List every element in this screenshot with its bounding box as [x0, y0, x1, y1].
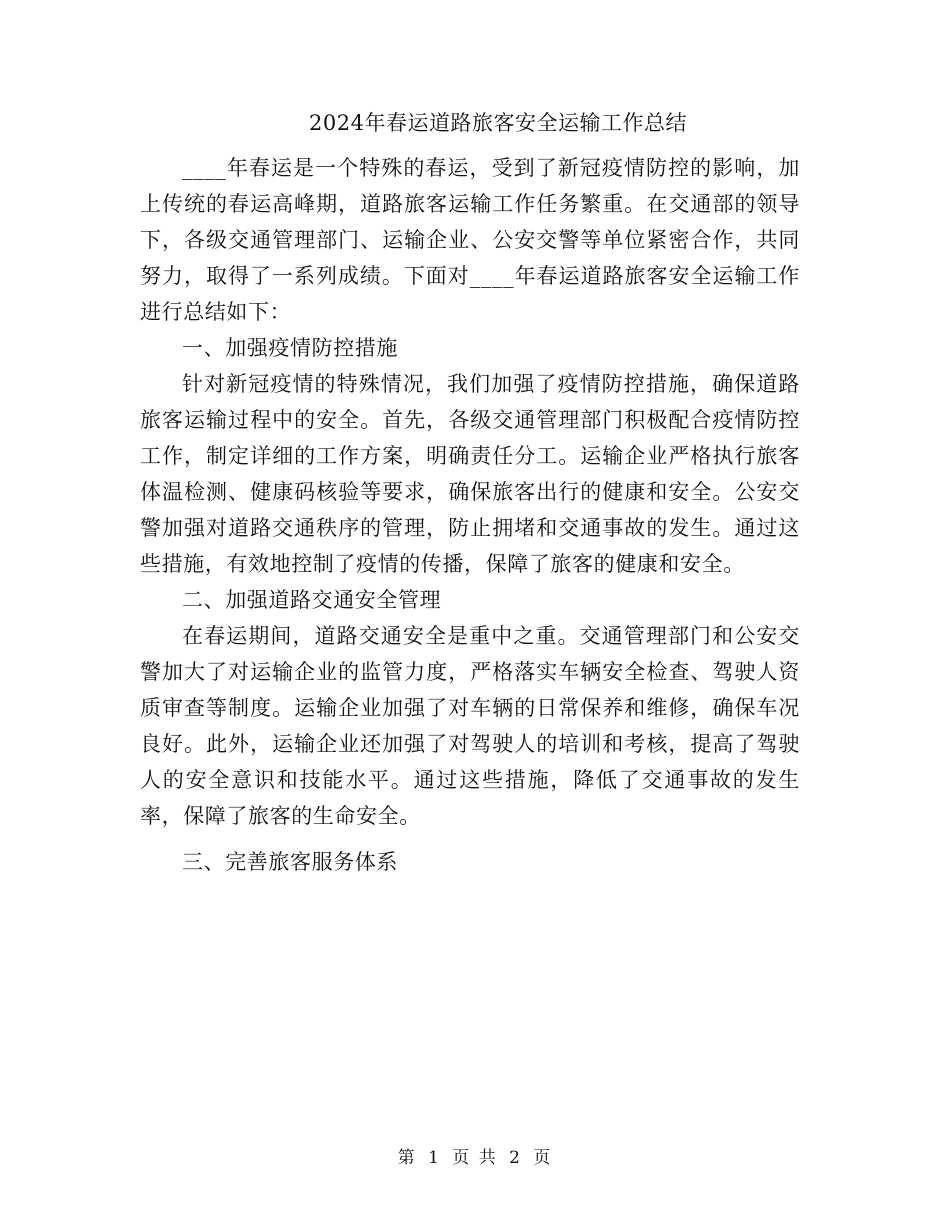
intro-paragraph: ____年春运是一个特殊的春运，受到了新冠疫情防控的影响，加上传统的春运高峰期，道路旅客运输工作任务繁重。在交通部的领导下，各级交通管理部门、运输企业、公安交警等单位紧密合作，共同努力，取得了一系列成绩。下面对____年春运道路旅客安全运输工作进行总结如下：	[140, 156, 800, 324]
section-paragraph-2: 在春运期间，道路交通安全是重中之重。交通管理部门和公安交警加大了对运输企业的监管力度，严格落实车辆安全检查、驾驶人资质审查等制度。运输企业加强了对车辆的日常保养和维修，确保车况良好。此外，运输企业还加强了对驾驶人的培训和考核，提高了驾驶人的安全意识和技能水平。通过这些措施，降低了交通事故的发生率，保障了旅客的生命安全。	[140, 624, 800, 828]
page-footer	[0, 1146, 950, 1170]
section-heading-1: 一、加强疫情防控措施	[182, 336, 398, 360]
footer-suffix: 页	[533, 1148, 553, 1168]
footer-prefix: 第	[397, 1148, 417, 1168]
document-body	[140, 150, 800, 880]
section-heading-3: 三、完善旅客服务体系	[182, 850, 398, 874]
document-title: 2024年春运道路旅客安全运输工作总结	[309, 111, 687, 135]
section-paragraph-1: 针对新冠疫情的特殊情况，我们加强了疫情防控措施，确保道路旅客运输过程中的安全。首先，各级交通管理部门积极配合疫情防控工作，制定详细的工作方案，明确责任分工。运输企业严格执行旅客体温检测、健康码核验等要求，确保旅客出行的健康和安全。公安交警加强对道路交通秩序的管理，防止拥堵和交通事故的发生。通过这些措施，有效地控制了疫情的传播，保障了旅客的健康和安全。	[140, 372, 800, 576]
footer-total-pages: 2	[509, 1148, 522, 1168]
section-heading-2: 二、加强道路交通安全管理	[182, 588, 442, 612]
footer-page-number: 1	[428, 1148, 441, 1168]
footer-middle: 页 共	[452, 1148, 498, 1168]
